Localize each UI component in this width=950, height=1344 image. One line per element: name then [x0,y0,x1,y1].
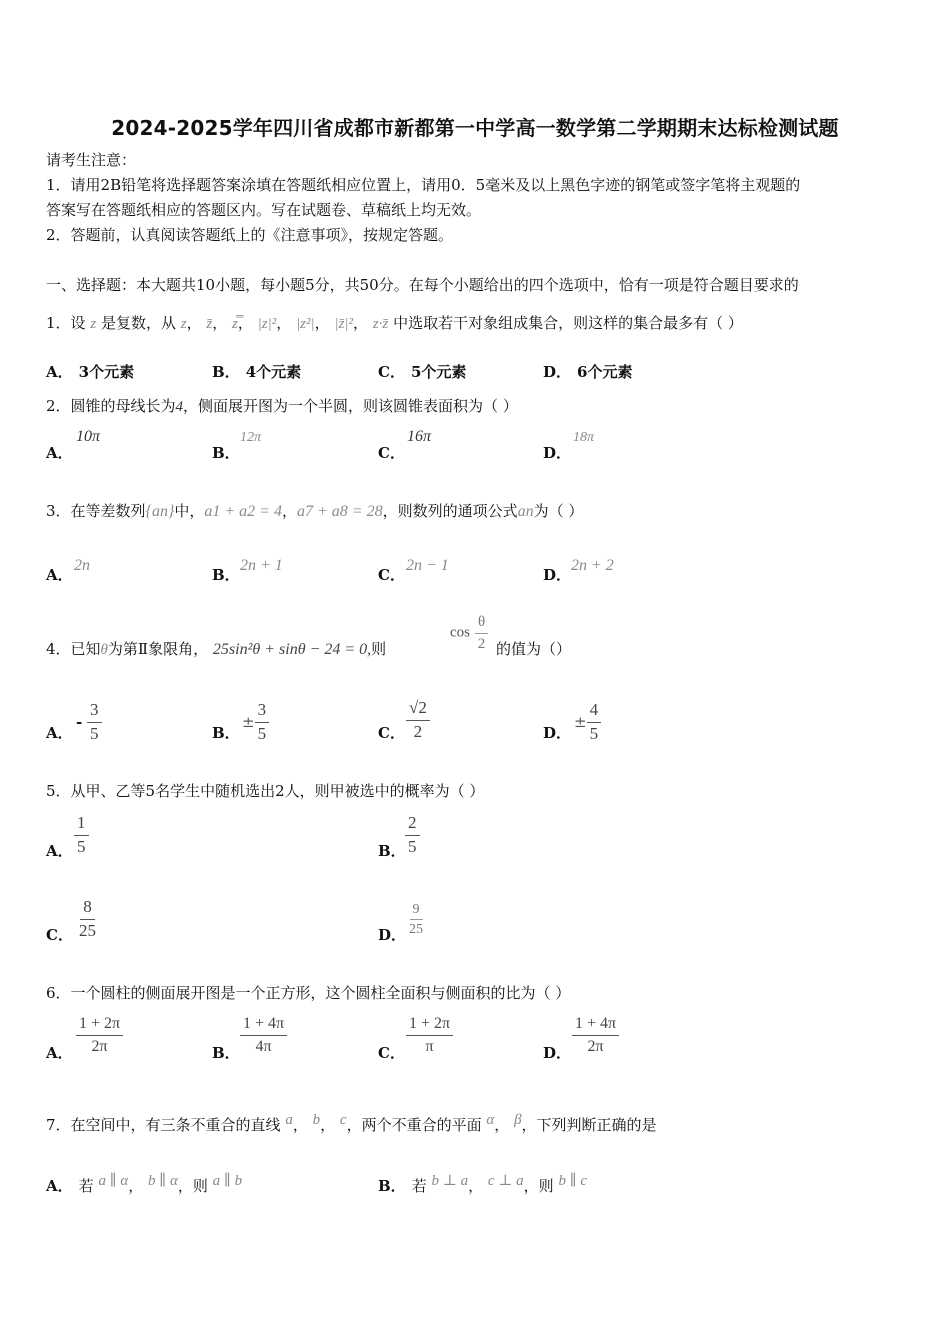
option-label: B． [212,1044,240,1062]
question-6: 6．一个圆柱的侧面展开图是一个正方形，这个圆柱全面积与侧面积的比为（ ） [46,984,571,1002]
option-label: C． [378,363,405,381]
fraction-numerator: 3 [87,701,102,723]
q4-cos: cos [450,624,470,641]
q2-option-c[interactable] [378,442,411,463]
fraction [76,1015,123,1055]
q5-option-d-value [406,902,426,938]
q7a-conclusion: a ∥ b [212,1173,243,1189]
fraction-denominator: 2 [413,721,423,741]
q1-mid: 是复数，从 [100,314,176,332]
fraction-numerator: 1 + 4π [240,1015,287,1036]
q1-option-d[interactable] [543,361,638,382]
q1-sep: ， [212,314,228,332]
sign: ± [242,713,255,732]
option-label: D． [543,566,572,584]
sign: - [76,713,83,732]
q2-option-a[interactable] [46,442,79,463]
option-label: A． [46,444,73,462]
question-4 [46,638,386,659]
q6-option-a-value [76,1015,123,1055]
option-label: A． [46,1177,73,1195]
q5-option-a-value [74,814,89,856]
fraction-denominator: 4π [255,1037,272,1055]
q7-sep: ， [468,1177,484,1195]
fraction-numerator: 8 [80,898,95,920]
q1-option-a[interactable] [46,361,140,382]
q4-suffix: 的值为（） [496,640,572,658]
q6-option-b-value [240,1015,287,1055]
q2-option-c-value: 16π [407,428,432,445]
fraction-numerator: θ [475,614,488,634]
question-1 [46,312,743,333]
q7a-relation-1: a ∥ α [98,1173,129,1189]
q1-item-3: z̿ [232,316,238,332]
q7-line-a: a [285,1112,293,1128]
q3-prefix: 3．在等差数列 [46,502,146,520]
option-label: C． [46,926,73,944]
option-label: A． [46,724,73,742]
fraction-numerator: 1 + 2π [406,1015,453,1036]
fraction [240,1015,287,1055]
q7-sep: ， [523,1177,539,1195]
q4-option-c-value [406,699,430,741]
q1-sep: ， [186,314,202,332]
q1-sep: ， [276,314,292,332]
q6-option-a[interactable] [46,1042,79,1063]
option-text: 6个元素 [577,363,633,381]
fraction [405,814,420,856]
q1-item-5: |z²| [296,316,315,332]
option-then: 则 [192,1177,208,1195]
q4-mid: 为第Ⅱ象限角， [107,640,209,658]
option-label: D． [543,363,572,381]
q3-option-a-value: 2n [74,557,90,574]
q3-option-b-value: 2n + 1 [240,557,283,574]
q7b-conclusion: b ∥ c [558,1173,588,1189]
fraction-denominator: 25 [409,922,423,938]
q1-item-4: |z|² [257,316,277,332]
q2-option-d[interactable] [543,442,577,463]
q5-option-c[interactable] [46,924,79,945]
q7-option-b[interactable] [378,1171,587,1196]
option-label: D． [543,444,572,462]
notice-line-1b: 答案写在答题纸相应的答题区内。写在试题卷、草稿纸上均无效。 [46,201,482,219]
q4-cos-half-theta [450,614,488,652]
q3-suffix-2: 为（ ） [533,502,584,520]
fraction-numerator: 9 [410,902,423,920]
notice-line-1: 1．请用2B铅笔将选择题答案涂填在答题纸相应位置上，请用0．5毫米及以上黑色字迹的钢笔或签字笔将主观题的 [46,176,801,194]
option-label: B． [378,1177,406,1195]
q4-option-b-value [242,701,269,743]
q3-option-c-value: 2n − 1 [406,557,449,574]
q4-option-d[interactable] [543,722,577,743]
notice-line-2: 2．答题前，认真阅读答题纸上的《注意事项》，按规定答题。 [46,226,454,244]
q7-sep: ， [320,1116,336,1134]
option-label: A． [46,842,73,860]
page-title: 2024-2025学年四川省成都市新都第一中学高一数学第二学期期末达标检测试题 [111,116,839,140]
q1-suffix: 中选取若干对象组成集合，则这样的集合最多有（ ） [393,314,743,332]
fraction-denominator: 5 [257,723,267,743]
section-heading: 一、选择题：本大题共10小题，每小题5分，共50分。在每个小题给出的四个选项中，恰有一项是符合题目要求的 [46,276,799,294]
q2-option-d-value: 18π [573,430,595,445]
q3-general-term: an [517,503,534,520]
q7-suffix: ，下列判断正确的是 [521,1116,657,1134]
q4-half-theta [475,614,489,652]
fraction-denominator: 5 [77,836,86,856]
q4-option-b[interactable] [212,722,246,743]
question-3 [46,500,583,521]
q4-option-a[interactable] [46,722,79,743]
q7-sep: ， [128,1177,144,1195]
fraction-numerator: 3 [255,701,270,723]
fraction-numerator: 4 [587,701,602,723]
q7-sep: ， [177,1177,193,1195]
q7-plane-beta: β [514,1112,522,1128]
option-label: C． [378,724,405,742]
notice-heading: 请考生注意： [46,151,137,169]
option-label: A． [46,1044,73,1062]
q1-prefix: 1．设 [46,314,86,332]
q4-option-a-value [76,701,102,743]
option-text: 3个元素 [78,363,135,381]
fraction-denominator: 5 [90,723,99,743]
option-then: 则 [538,1177,554,1195]
q1-sep: ， [237,314,253,332]
fraction [587,701,602,743]
q1-option-c[interactable] [378,361,472,382]
fraction [406,1015,453,1055]
q2-option-a-value: 10π [76,428,101,445]
q1-var-z: z [90,316,97,332]
q7-mid: ，两个不重合的平面 [346,1116,482,1134]
q4-option-d-value [574,701,601,743]
option-label: B． [378,842,406,860]
fraction [572,1015,619,1055]
option-text: 4个元素 [245,363,302,381]
option-label: A． [46,566,73,584]
fraction-denominator: 5 [589,723,599,743]
question-7 [46,1112,657,1135]
fraction-numerator: 1 + 2π [76,1015,123,1036]
option-label: D． [543,724,572,742]
q3-sep: ， [281,502,297,520]
q2-slant: 4 [175,399,184,415]
q4-equation: 25sin²θ + sinθ − 24 = 0, [212,641,372,658]
option-if: 若 [411,1177,427,1195]
fraction-numerator: 2 [405,814,420,836]
fraction-denominator: 25 [79,920,96,940]
q7-option-a[interactable] [46,1171,242,1196]
option-label: B． [212,566,240,584]
option-label: D． [378,926,407,944]
q2-option-b-value: 12π [240,430,262,445]
q7-line-b: b [312,1112,321,1128]
q3-suffix: ，则数列的通项公式 [382,502,518,520]
fraction-numerator: √2 [406,699,430,721]
q3-option-d-value: 2n + 2 [571,557,614,574]
q1-item-7: z·z̄ [372,316,389,332]
option-label: B． [212,363,240,381]
q4-prefix: 4．已知 [46,640,101,658]
q6-option-c-value [406,1015,453,1055]
fraction [406,699,430,741]
q4-theta: θ [100,642,108,658]
q2-text-2: ，侧面展开图为一个半圆，则该圆锥表面积为（ ） [183,397,518,415]
q7-prefix: 7．在空间中，有三条不重合的直线 [46,1116,281,1134]
q7b-relation-1: b ⊥ a [431,1173,469,1189]
option-label: C． [378,1044,405,1062]
question-5: 5．从甲、乙等5名学生中随机选出2人，则甲被选中的概率为（ ） [46,782,485,800]
q1-option-b[interactable] [212,361,307,382]
option-text: 5个元素 [410,363,467,381]
fraction [406,902,426,938]
q1-item-1: z [180,316,187,332]
sign: ± [574,713,587,732]
option-label: B． [212,444,240,462]
q7-line-c: c [339,1112,347,1128]
q7a-relation-2: b ∥ α [148,1173,178,1189]
q2-text: 2．圆锥的母线长为 [46,397,176,415]
q7-sep: ， [494,1116,510,1134]
q3-condition-1: a1 + a2 = 4 [204,503,282,520]
q7-sep: ， [292,1116,308,1134]
q1-sep: ， [314,314,330,332]
fraction-denominator: 5 [408,836,417,856]
option-label: C． [378,566,405,584]
q3-mid: 中， [174,502,205,520]
q4-then: 则 [371,640,387,658]
question-2 [46,395,518,416]
option-label: D． [543,1044,572,1062]
option-label: A． [46,363,73,381]
fraction-numerator: 1 + 4π [572,1015,619,1036]
fraction [76,898,99,940]
fraction [255,701,270,743]
fraction-denominator: 2π [587,1037,604,1055]
fraction [87,701,102,743]
q7b-relation-2: c ⊥ a [487,1173,524,1189]
q1-item-6: |z̄|² [334,316,354,332]
q1-item-2: z̄ [206,316,213,332]
option-label: C． [378,444,405,462]
q3-condition-2: a7 + a8 = 28 [296,503,383,520]
q5-option-b-value [405,814,420,856]
fraction-denominator: π [425,1037,434,1055]
fraction-numerator: 1 [74,814,89,836]
fraction-denominator: 2π [91,1037,108,1055]
option-label: B． [212,724,240,742]
q3-sequence: {an} [145,503,175,520]
fraction [74,814,89,856]
q5-option-c-value [76,898,99,940]
q1-sep: ， [353,314,369,332]
q6-option-d-value [572,1015,619,1055]
q7-plane-alpha: α [486,1112,495,1128]
fraction-denominator: 2 [477,635,486,652]
option-if: 若 [78,1177,94,1195]
